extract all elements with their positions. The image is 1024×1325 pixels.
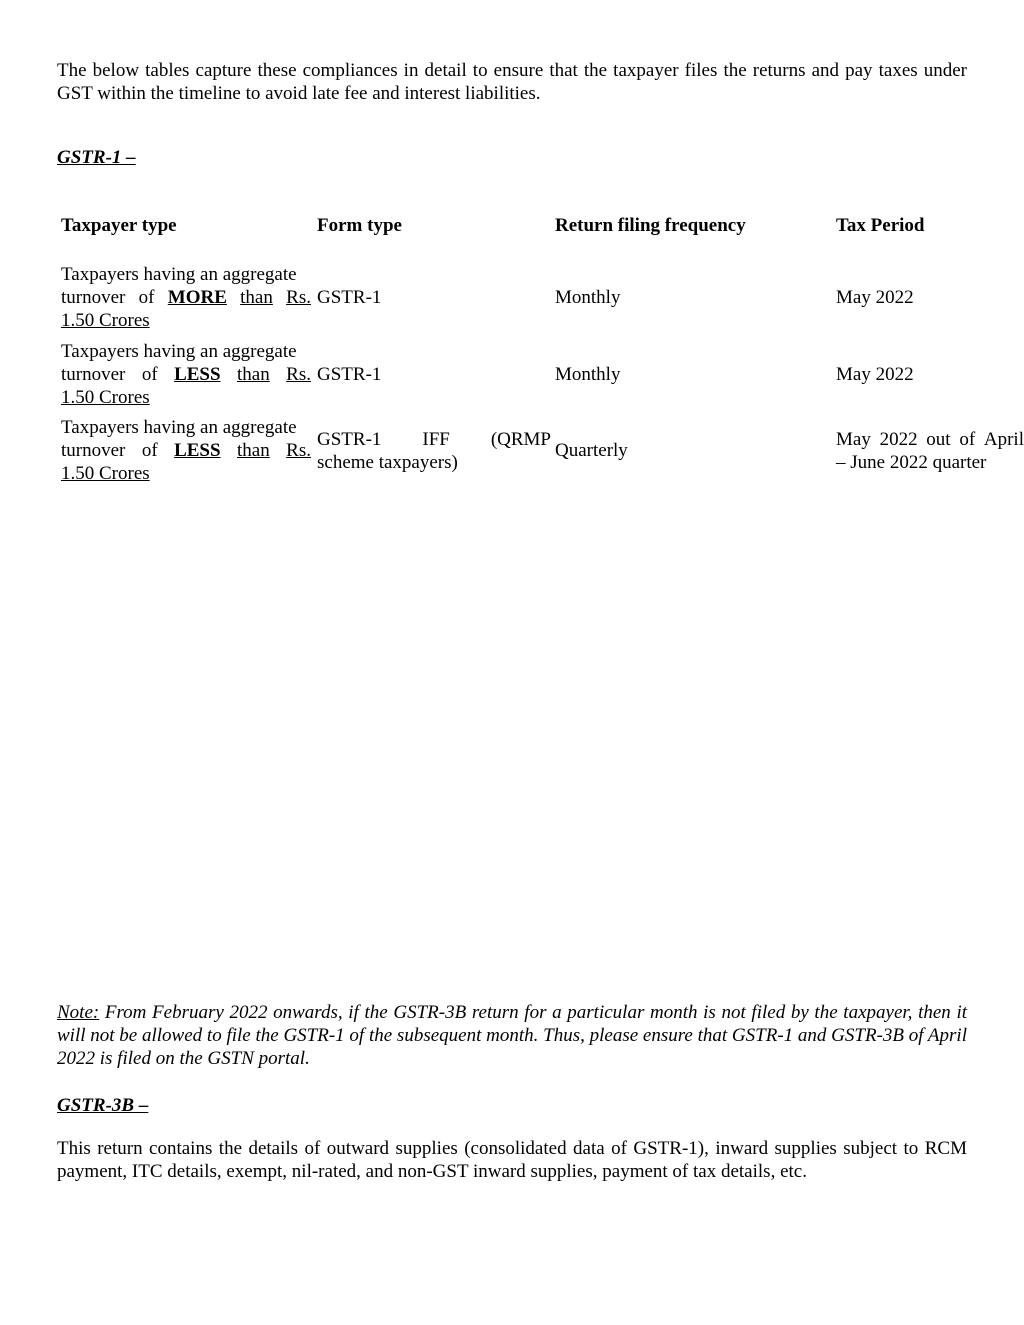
turnover-keyword: MORE xyxy=(167,287,227,308)
turnover-keyword: LESS xyxy=(174,440,221,461)
table-row xyxy=(0,416,1024,492)
taxpayer-word: Rs. xyxy=(286,364,311,385)
taxpayer-line-3: 1.50 Crores xyxy=(61,387,150,408)
taxpayer-word: than xyxy=(240,287,273,308)
note-label: Note: xyxy=(57,1002,100,1023)
gstr1-heading xyxy=(57,146,967,169)
taxpayer-line-3: 1.50 Crores xyxy=(61,310,150,331)
taxpayer-word: of xyxy=(138,287,155,308)
period-word: 2022 xyxy=(879,428,918,450)
taxpayer-word: turnover xyxy=(61,364,126,385)
header-return-filing-frequency: Return filing frequency xyxy=(555,215,746,236)
period-word: May xyxy=(836,428,871,450)
taxpayer-word: than xyxy=(237,440,270,461)
tax-period-text xyxy=(836,428,1024,474)
taxpayer-word: Rs. xyxy=(286,287,311,308)
taxpayer-line-3: 1.50 Crores xyxy=(61,463,150,484)
taxpayer-line-1: Taxpayers having an aggregate xyxy=(61,341,297,362)
table-row xyxy=(0,263,1024,339)
form-word: IFF xyxy=(422,428,450,450)
gstr1-heading-text: GSTR-1 – xyxy=(57,147,136,168)
frequency-cell: Monthly xyxy=(555,287,621,308)
frequency-cell: Monthly xyxy=(555,364,621,385)
tax-period-cell: May 2022 xyxy=(836,287,914,308)
taxpayer-word: Rs. xyxy=(286,440,311,461)
taxpayer-word: of xyxy=(141,364,158,385)
form-type-cell xyxy=(317,416,551,485)
note-paragraph xyxy=(57,1001,967,1070)
table-row xyxy=(0,340,1024,416)
taxpayer-word: of xyxy=(141,440,158,461)
form-type-line-1 xyxy=(317,428,551,451)
taxpayer-type-cell xyxy=(61,340,311,409)
taxpayer-type-cell xyxy=(61,416,311,485)
gstr3b-heading xyxy=(57,1094,967,1117)
gstr3b-description: This return contains the details of outward supplies (consolidated data of GSTR-1), inward supplies subject to RCM payment, ITC details, exempt, nil-rated, and non-GST inward supplies, payment of tax details, etc. xyxy=(57,1138,967,1182)
note-text: From February 2022 onwards, if the GSTR-3B return for a particular month is not filed by the taxpayer, then it will not be allowed to file the GSTR-1 of the subsequent month. Thus, please ensure that GSTR-1 and GSTR-3B of April 2022 is filed on the GSTN portal. xyxy=(57,1002,967,1069)
taxpayer-word: turnover xyxy=(61,440,126,461)
taxpayer-line-2 xyxy=(61,363,311,386)
taxpayer-word: than xyxy=(237,364,270,385)
period-word: April xyxy=(983,428,1024,450)
taxpayer-type-cell xyxy=(61,263,311,332)
form-type-cell: GSTR-1 xyxy=(317,364,382,385)
frequency-cell: Quarterly xyxy=(555,440,628,461)
taxpayer-line-1: Taxpayers having an aggregate xyxy=(61,264,297,285)
turnover-keyword: LESS xyxy=(174,364,221,385)
gstr3b-heading-text: GSTR-3B – xyxy=(57,1095,149,1116)
taxpayer-line-1: Taxpayers having an aggregate xyxy=(61,417,297,438)
taxpayer-line-2 xyxy=(61,286,311,309)
tax-period-line-1 xyxy=(836,428,1024,451)
taxpayer-word: turnover xyxy=(61,287,126,308)
header-tax-period: Tax Period xyxy=(836,215,925,236)
form-type-text xyxy=(317,428,551,474)
period-word: of xyxy=(959,428,976,450)
header-form-type: Form type xyxy=(317,215,402,236)
form-type-line-2: scheme taxpayers) xyxy=(317,451,458,473)
tax-period-cell xyxy=(836,416,1024,485)
form-word: GSTR-1 xyxy=(317,428,382,450)
taxpayer-line-2 xyxy=(61,439,311,462)
intro-paragraph: The below tables capture these compliances in detail to ensure that the taxpayer files the returns and pay taxes under GST within the timeline to avoid late fee and interest liabilities. xyxy=(57,60,967,104)
tax-period-line-2: – June 2022 quarter xyxy=(836,451,987,473)
tax-period-cell: May 2022 xyxy=(836,364,914,385)
form-word: (QRMP xyxy=(490,428,551,450)
header-taxpayer-type: Taxpayer type xyxy=(61,215,177,236)
period-word: out xyxy=(926,428,951,450)
form-type-cell: GSTR-1 xyxy=(317,287,382,308)
